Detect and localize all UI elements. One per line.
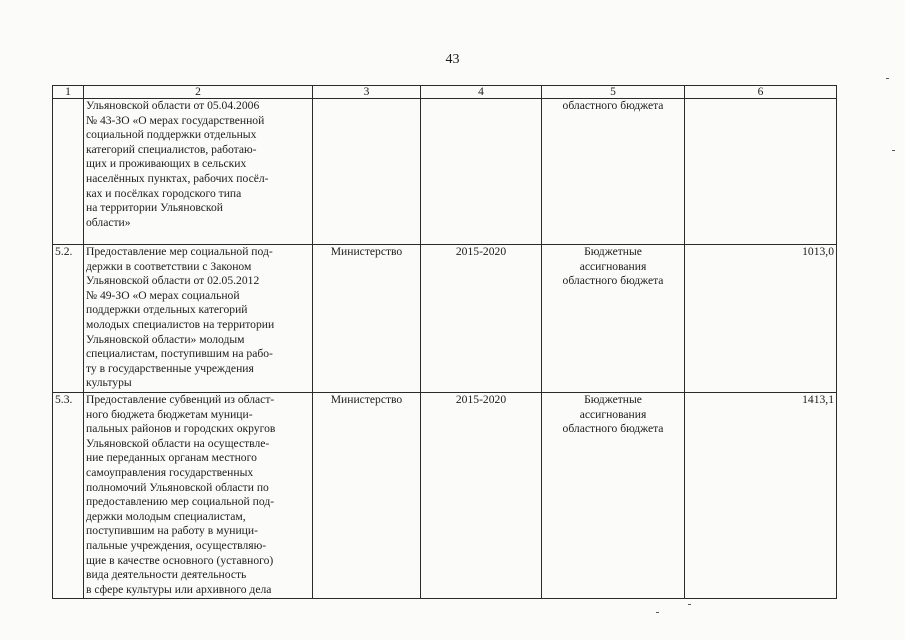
period: 2015-2020 xyxy=(421,245,542,393)
amount xyxy=(685,99,837,245)
header-cell-1: 1 xyxy=(53,86,84,99)
header-cell-3: 3 xyxy=(313,86,421,99)
table-row xyxy=(53,99,837,245)
table-row xyxy=(53,245,837,393)
funding-source: областного бюджета xyxy=(542,99,685,245)
period: 2015-2020 xyxy=(421,393,542,599)
funding-source: Бюджетные ассигнования областного бюджета xyxy=(542,245,685,393)
amount: 1013,0 xyxy=(685,245,837,393)
amount: 1413,1 xyxy=(685,393,837,599)
row-number: 5.2. xyxy=(53,245,84,393)
header-cell-6: 6 xyxy=(685,86,837,99)
scan-speck xyxy=(688,604,691,605)
header-cell-2: 2 xyxy=(84,86,313,99)
scan-speck xyxy=(886,78,889,79)
scan-speck xyxy=(892,150,895,151)
measure-description: Предоставление субвенций из област- ного бюджета бюджетам муници- пальных районов и городских округов Ульяновской области на осуществле- ние переданных органам местного самоуправления государственных полномочий Ульяновской области по предоставлению мер социальной под- держки молодым специалистам, поступившим на работу в муници- пальные учреждения, осуществляю- щие в качестве основного (уставного) вида деятельности деятельность в сфере культуры или архивного дела xyxy=(84,393,313,599)
header-cell-4: 4 xyxy=(421,86,542,99)
scan-speck xyxy=(656,612,659,613)
period xyxy=(421,99,542,245)
table-row xyxy=(53,393,837,599)
page-number: 43 xyxy=(445,52,460,67)
responsible-org xyxy=(313,99,421,245)
measure-description: Предоставление мер социальной под- держки в соответствии с Законом Ульяновской области от 02.05.2012 № 49-ЗО «О мерах социальной поддержки отдельных категорий молодых специалистов на территории Ульяновской области» молодым специалистам, поступившим на рабо- ту в государственные учреждения культуры xyxy=(84,245,313,393)
responsible-org: Министерство xyxy=(313,393,421,599)
funding-source: Бюджетные ассигнования областного бюджета xyxy=(542,393,685,599)
responsible-org: Министерство xyxy=(313,245,421,393)
row-number: 5.3. xyxy=(53,393,84,599)
header-cell-5: 5 xyxy=(542,86,685,99)
measure-description: Ульяновской области от 05.04.2006 № 43-ЗО «О мерах государственной социальной поддержки отдельных категорий специалистов, работаю- щих и проживающих в сельских населённых пунктах, рабочих посёл- ках и посёлках городского типа на территории Ульяновской области» xyxy=(84,99,313,245)
table-header-row xyxy=(53,86,837,99)
row-number xyxy=(53,99,84,245)
program-table xyxy=(52,85,837,599)
